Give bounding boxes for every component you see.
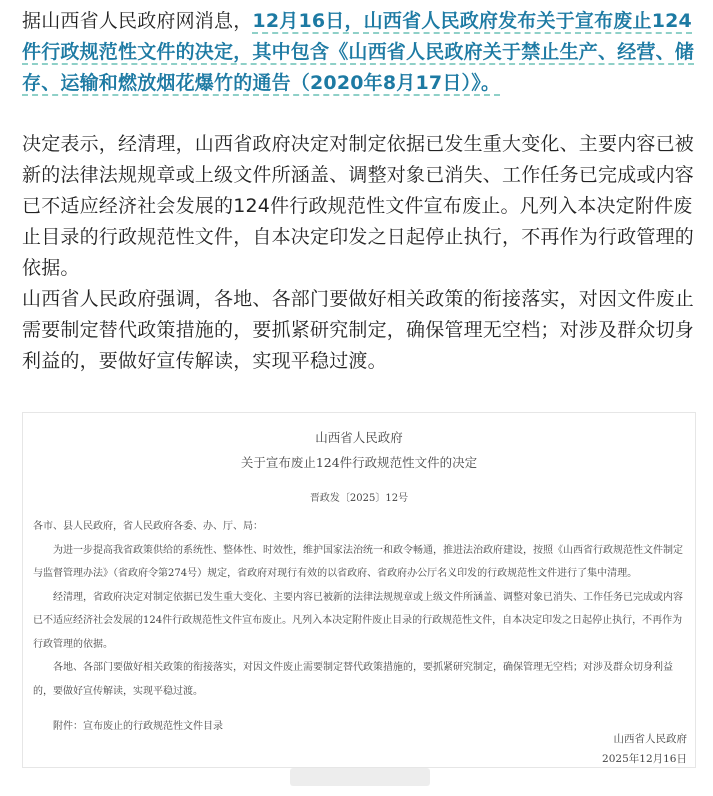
lead-text: 据山西省人民政府网消息， [22,10,253,32]
doc-signature: 山西省人民政府 [613,733,687,745]
paragraph-2: 决定表示，经清理，山西省政府决定对制定依据已发生重大变化、主要内容已被新的法律法规规章或上级文件所涵盖、调整对象已消失、工作任务已完成或内容已不适应经济社会发展的124件行政规范性文件宣布废止。凡列入本决定附件废止目录的行政规范性文件，自本决定印发之日起停止执行，不再作为行政管理的依据。 [22,133,695,279]
paragraph-3: 山西省人民政府强调，各地、各部门要做好相关政策的衔接落实，对因文件废止需要制定替代政策措施的，要抓紧研究制定，确保管理无空档；对涉及群众切身利益的，要做好宣传解读，实现平稳过渡。 [22,288,695,372]
doc-salutation: 各市、县人民政府，省人民政府各委、办、厅、局： [33,521,263,532]
lead-paragraph [22,6,694,99]
doc-title: 关于宣布废止124件行政规范性文件的决定 [240,455,478,470]
doc-issuer: 山西省人民政府 [315,430,403,445]
doc-para-1: 为进一步提高我省政策供给的系统性、整体性、时效性，维护国家法治统一和政令畅通，推进法治政府建设，按照《山西省行政规范性文件制定与监督管理办法》（省政府令第274号）规定，省政府对现行有效的以省政府、省政府办公厅名义印发的行政规范性文件进行了集中清理。 [33,544,683,579]
doc-para-3: 各地、各部门要做好相关政策的衔接落实，对因文件废止需要制定替代政策措施的，要抓紧研究制定，确保管理无空档；对涉及群众切身利益的，要做好宣传解读，实现平稳过渡。 [33,662,673,697]
doc-para-2: 经清理，省政府决定对制定依据已发生重大变化、主要内容已被新的法律法规规章或上级文件所涵盖、调整对象已消失、工作任务已完成或内容已不适应经济社会发展的124件行政规范性文件宣布废止。凡列入本决定附件废止目录的行政规范性文件，自本决定印发之日起停止执行，不再作为行政管理的依据。 [33,591,683,650]
doc-attachment: 附件：宣布废止的行政规范性文件目录 [53,721,223,732]
highlighted-text: 12月16日，山西省人民政府发布关于宣布废止124件行政规范性文件的决定，其中包含《山西省人民政府关于禁止生产、经营、储存、运输和燃放烟花爆竹的通告（2020年8月17日）》。 [22,10,695,94]
doc-number: 晋政发〔2025〕12号 [309,493,409,504]
watermark [290,768,430,786]
doc-date: 2025年12月16日 [602,753,687,765]
doc-body [33,515,685,739]
document-image[interactable] [22,412,696,768]
